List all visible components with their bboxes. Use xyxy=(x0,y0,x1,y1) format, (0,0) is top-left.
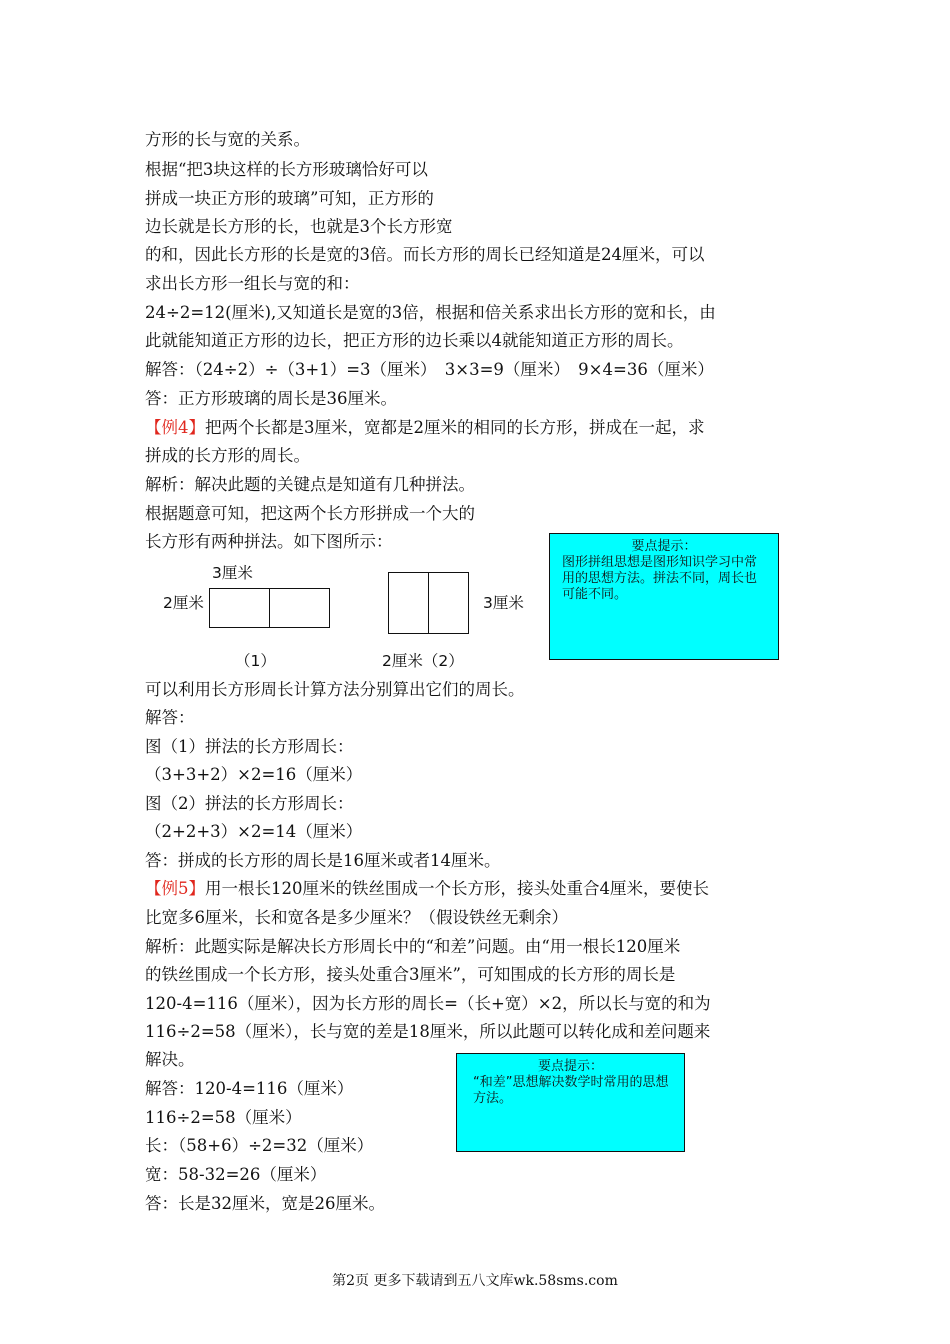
text-line: 答：拼成的长方形的周长是16厘米或者14厘米。 xyxy=(145,851,501,870)
text-line: 根据题意可知，把这两个长方形拼成一个大的 xyxy=(145,504,475,523)
rectangle-shape xyxy=(388,572,429,634)
example-text: 把两个长都是3厘米，宽都是2厘米的相同的长方形，拼成在一起，求 xyxy=(205,418,705,437)
text-line: 拼成的长方形的周长。 xyxy=(145,446,310,465)
text-line: 116÷2=58（厘米） xyxy=(145,1108,302,1127)
example-text: 用一根长120厘米的铁丝围成一个长方形，接头处重合4厘米，要使长 xyxy=(205,879,709,898)
text-line: 24÷2=12(厘米),又知道长是宽的3倍，根据和倍关系求出长方形的宽和长，由 xyxy=(145,303,716,322)
text-line: 120-4=116（厘米），因为长方形的周长=（长+宽）×2，所以长与宽的和为 xyxy=(145,994,711,1013)
diagram-label-width: 2厘米 xyxy=(163,594,204,612)
text-line: 此就能知道正方形的边长，把正方形的边长乘以4就能知道正方形的周长。 xyxy=(145,331,684,350)
tip-box xyxy=(549,533,779,660)
text-line: 解答：120-4=116（厘米） xyxy=(145,1079,354,1098)
text-line: 解决。 xyxy=(145,1050,195,1069)
text-line: 边长就是长方形的长，也就是3个长方形宽 xyxy=(145,217,453,236)
text-line: 解析：此题实际是解决长方形周长中的“和差”问题。由“用一根长120厘米 xyxy=(145,937,681,956)
text-line: 比宽多6厘米，长和宽各是多少厘米？（假设铁丝无剩余） xyxy=(145,908,568,927)
tip-body: 图形拼组思想是图形知识学习中常用的思想方法。拼法不同，周长也可能不同。 xyxy=(562,555,758,602)
text-line: （3+3+2）×2=16（厘米） xyxy=(145,765,363,784)
text-line: 宽：58-32=26（厘米） xyxy=(145,1165,327,1184)
text-line: 答：正方形玻璃的周长是36厘米。 xyxy=(145,389,397,408)
page-footer: 第2页 更多下载请到五八文库wk.58sms.com xyxy=(332,1273,618,1289)
example-tag: 【例5】 xyxy=(145,879,205,898)
text-line: （2+2+3）×2=14（厘米） xyxy=(145,822,363,841)
example-tag: 【例4】 xyxy=(145,418,205,437)
text-line: 116÷2=58（厘米），长与宽的差是18厘米，所以此题可以转化成和差问题来 xyxy=(145,1022,711,1041)
text-line: 解答：（24÷2）÷（3+1）=3（厘米） 3×3=9（厘米） 9×4=36（厘米） xyxy=(145,360,714,379)
example5-heading xyxy=(145,878,709,900)
text-line: 答：长是32厘米，宽是26厘米。 xyxy=(145,1194,385,1213)
rectangle-shape xyxy=(428,572,469,634)
tip-title: 要点提示： xyxy=(537,1059,603,1074)
tip-title: 要点提示： xyxy=(631,539,697,554)
text-line: 求出长方形一组长与宽的和： xyxy=(145,274,360,293)
text-line: 解析：解决此题的关键点是知道有几种拼法。 xyxy=(145,475,475,494)
text-line: 方形的长与宽的关系。 xyxy=(145,130,310,149)
text-line: 图（2）拼法的长方形周长： xyxy=(145,794,354,813)
rectangle-shape xyxy=(209,588,270,628)
text-line: 的和，因此长方形的长是宽的3倍。而长方形的周长已经知道是24厘米，可以 xyxy=(145,245,705,264)
text-line: 解答： xyxy=(145,708,195,727)
text-line: 图（1）拼法的长方形周长： xyxy=(145,737,354,756)
tip-box xyxy=(456,1053,685,1152)
diagram-caption-1: （1） xyxy=(235,652,276,670)
example4-heading xyxy=(145,417,705,439)
text-line: 长：（58+6）÷2=32（厘米） xyxy=(145,1136,374,1155)
diagram-label-length: 3厘米 xyxy=(212,564,253,582)
text-line: 拼成一块正方形的玻璃”可知，正方形的 xyxy=(145,189,434,208)
diagram-caption-2: 2厘米（2） xyxy=(382,652,464,670)
text-line: 根据“把3块这样的长方形玻璃恰好可以 xyxy=(145,160,428,179)
text-line: 可以利用长方形周长计算方法分别算出它们的周长。 xyxy=(145,680,525,699)
text-line: 长方形有两种拼法。如下图所示： xyxy=(145,532,393,551)
tip-body: “和差”思想解决数学时常用的思想方法。 xyxy=(473,1075,669,1106)
diagram-label-length-right: 3厘米 xyxy=(483,594,524,612)
text-line: 的铁丝围成一个长方形，接头处重合3厘米”，可知围成的长方形的周长是 xyxy=(145,965,676,984)
rectangle-shape xyxy=(269,588,330,628)
